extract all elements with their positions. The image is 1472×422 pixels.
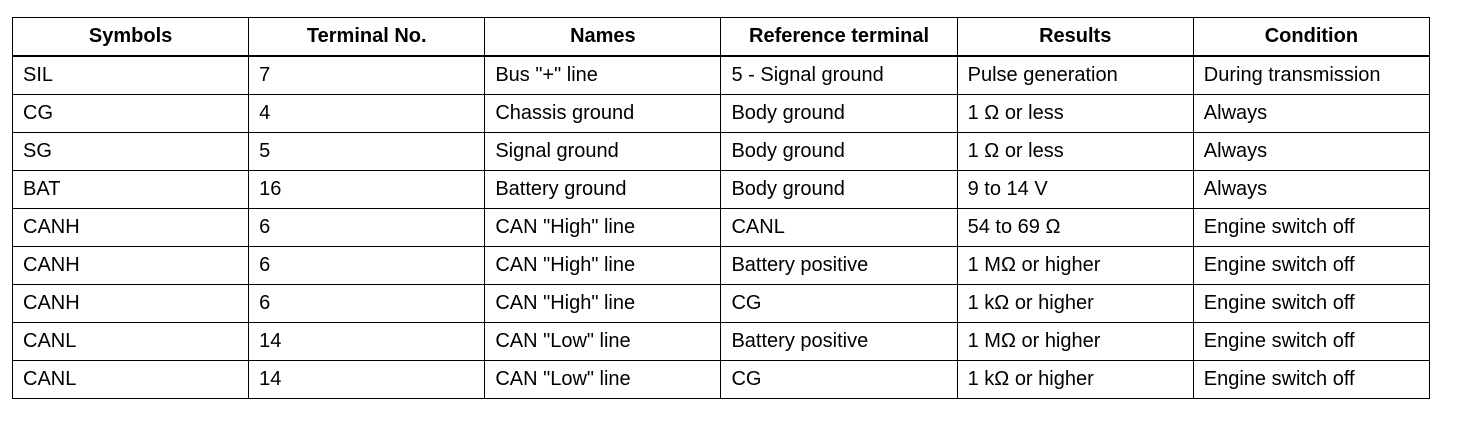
cell-reference-terminal: Body ground <box>721 95 957 133</box>
cell-terminal-no: 7 <box>249 56 485 95</box>
cell-name: Signal ground <box>485 133 721 171</box>
table-row <box>13 209 1430 247</box>
cell-result: 9 to 14 V <box>957 171 1193 209</box>
header-condition: Condition <box>1193 18 1429 57</box>
cell-result: Pulse generation <box>957 56 1193 95</box>
cell-result: 54 to 69 Ω <box>957 209 1193 247</box>
cell-symbol: CG <box>13 95 249 133</box>
terminal-inspection-table <box>12 17 1430 399</box>
cell-terminal-no: 5 <box>249 133 485 171</box>
cell-symbol: CANH <box>13 285 249 323</box>
cell-terminal-no: 6 <box>249 285 485 323</box>
table-row <box>13 247 1430 285</box>
cell-condition: During transmission <box>1193 56 1429 95</box>
header-names: Names <box>485 18 721 57</box>
table-row <box>13 95 1430 133</box>
table-row <box>13 133 1430 171</box>
cell-condition: Always <box>1193 95 1429 133</box>
cell-name: CAN "Low" line <box>485 361 721 399</box>
cell-condition: Always <box>1193 171 1429 209</box>
table-row <box>13 171 1430 209</box>
table-row <box>13 56 1430 95</box>
cell-result: 1 kΩ or higher <box>957 361 1193 399</box>
cell-symbol: SIL <box>13 56 249 95</box>
cell-symbol: CANH <box>13 247 249 285</box>
cell-name: CAN "High" line <box>485 209 721 247</box>
cell-condition: Engine switch off <box>1193 285 1429 323</box>
cell-condition: Engine switch off <box>1193 247 1429 285</box>
table-body <box>13 56 1430 399</box>
cell-reference-terminal: Body ground <box>721 133 957 171</box>
cell-terminal-no: 16 <box>249 171 485 209</box>
header-results: Results <box>957 18 1193 57</box>
cell-name: CAN "High" line <box>485 247 721 285</box>
cell-symbol: CANH <box>13 209 249 247</box>
header-reference-terminal: Reference terminal <box>721 18 957 57</box>
cell-symbol: CANL <box>13 361 249 399</box>
cell-result: 1 kΩ or higher <box>957 285 1193 323</box>
cell-name: CAN "High" line <box>485 285 721 323</box>
cell-name: Bus "+" line <box>485 56 721 95</box>
cell-name: CAN "Low" line <box>485 323 721 361</box>
cell-terminal-no: 6 <box>249 247 485 285</box>
cell-condition: Engine switch off <box>1193 361 1429 399</box>
cell-terminal-no: 14 <box>249 323 485 361</box>
cell-condition: Engine switch off <box>1193 209 1429 247</box>
cell-reference-terminal: Battery positive <box>721 323 957 361</box>
header-symbols: Symbols <box>13 18 249 57</box>
header-row <box>13 18 1430 57</box>
cell-reference-terminal: 5 - Signal ground <box>721 56 957 95</box>
table-row <box>13 323 1430 361</box>
cell-reference-terminal: Battery positive <box>721 247 957 285</box>
table-row <box>13 285 1430 323</box>
cell-symbol: CANL <box>13 323 249 361</box>
cell-symbol: BAT <box>13 171 249 209</box>
cell-reference-terminal: CG <box>721 361 957 399</box>
cell-result: 1 Ω or less <box>957 133 1193 171</box>
cell-name: Battery ground <box>485 171 721 209</box>
cell-name: Chassis ground <box>485 95 721 133</box>
cell-reference-terminal: CANL <box>721 209 957 247</box>
cell-terminal-no: 14 <box>249 361 485 399</box>
cell-result: 1 MΩ or higher <box>957 247 1193 285</box>
cell-terminal-no: 6 <box>249 209 485 247</box>
cell-condition: Engine switch off <box>1193 323 1429 361</box>
cell-result: 1 MΩ or higher <box>957 323 1193 361</box>
header-terminal-no: Terminal No. <box>249 18 485 57</box>
cell-symbol: SG <box>13 133 249 171</box>
cell-reference-terminal: Body ground <box>721 171 957 209</box>
cell-result: 1 Ω or less <box>957 95 1193 133</box>
table-row <box>13 361 1430 399</box>
cell-terminal-no: 4 <box>249 95 485 133</box>
cell-condition: Always <box>1193 133 1429 171</box>
table-header <box>13 18 1430 57</box>
cell-reference-terminal: CG <box>721 285 957 323</box>
